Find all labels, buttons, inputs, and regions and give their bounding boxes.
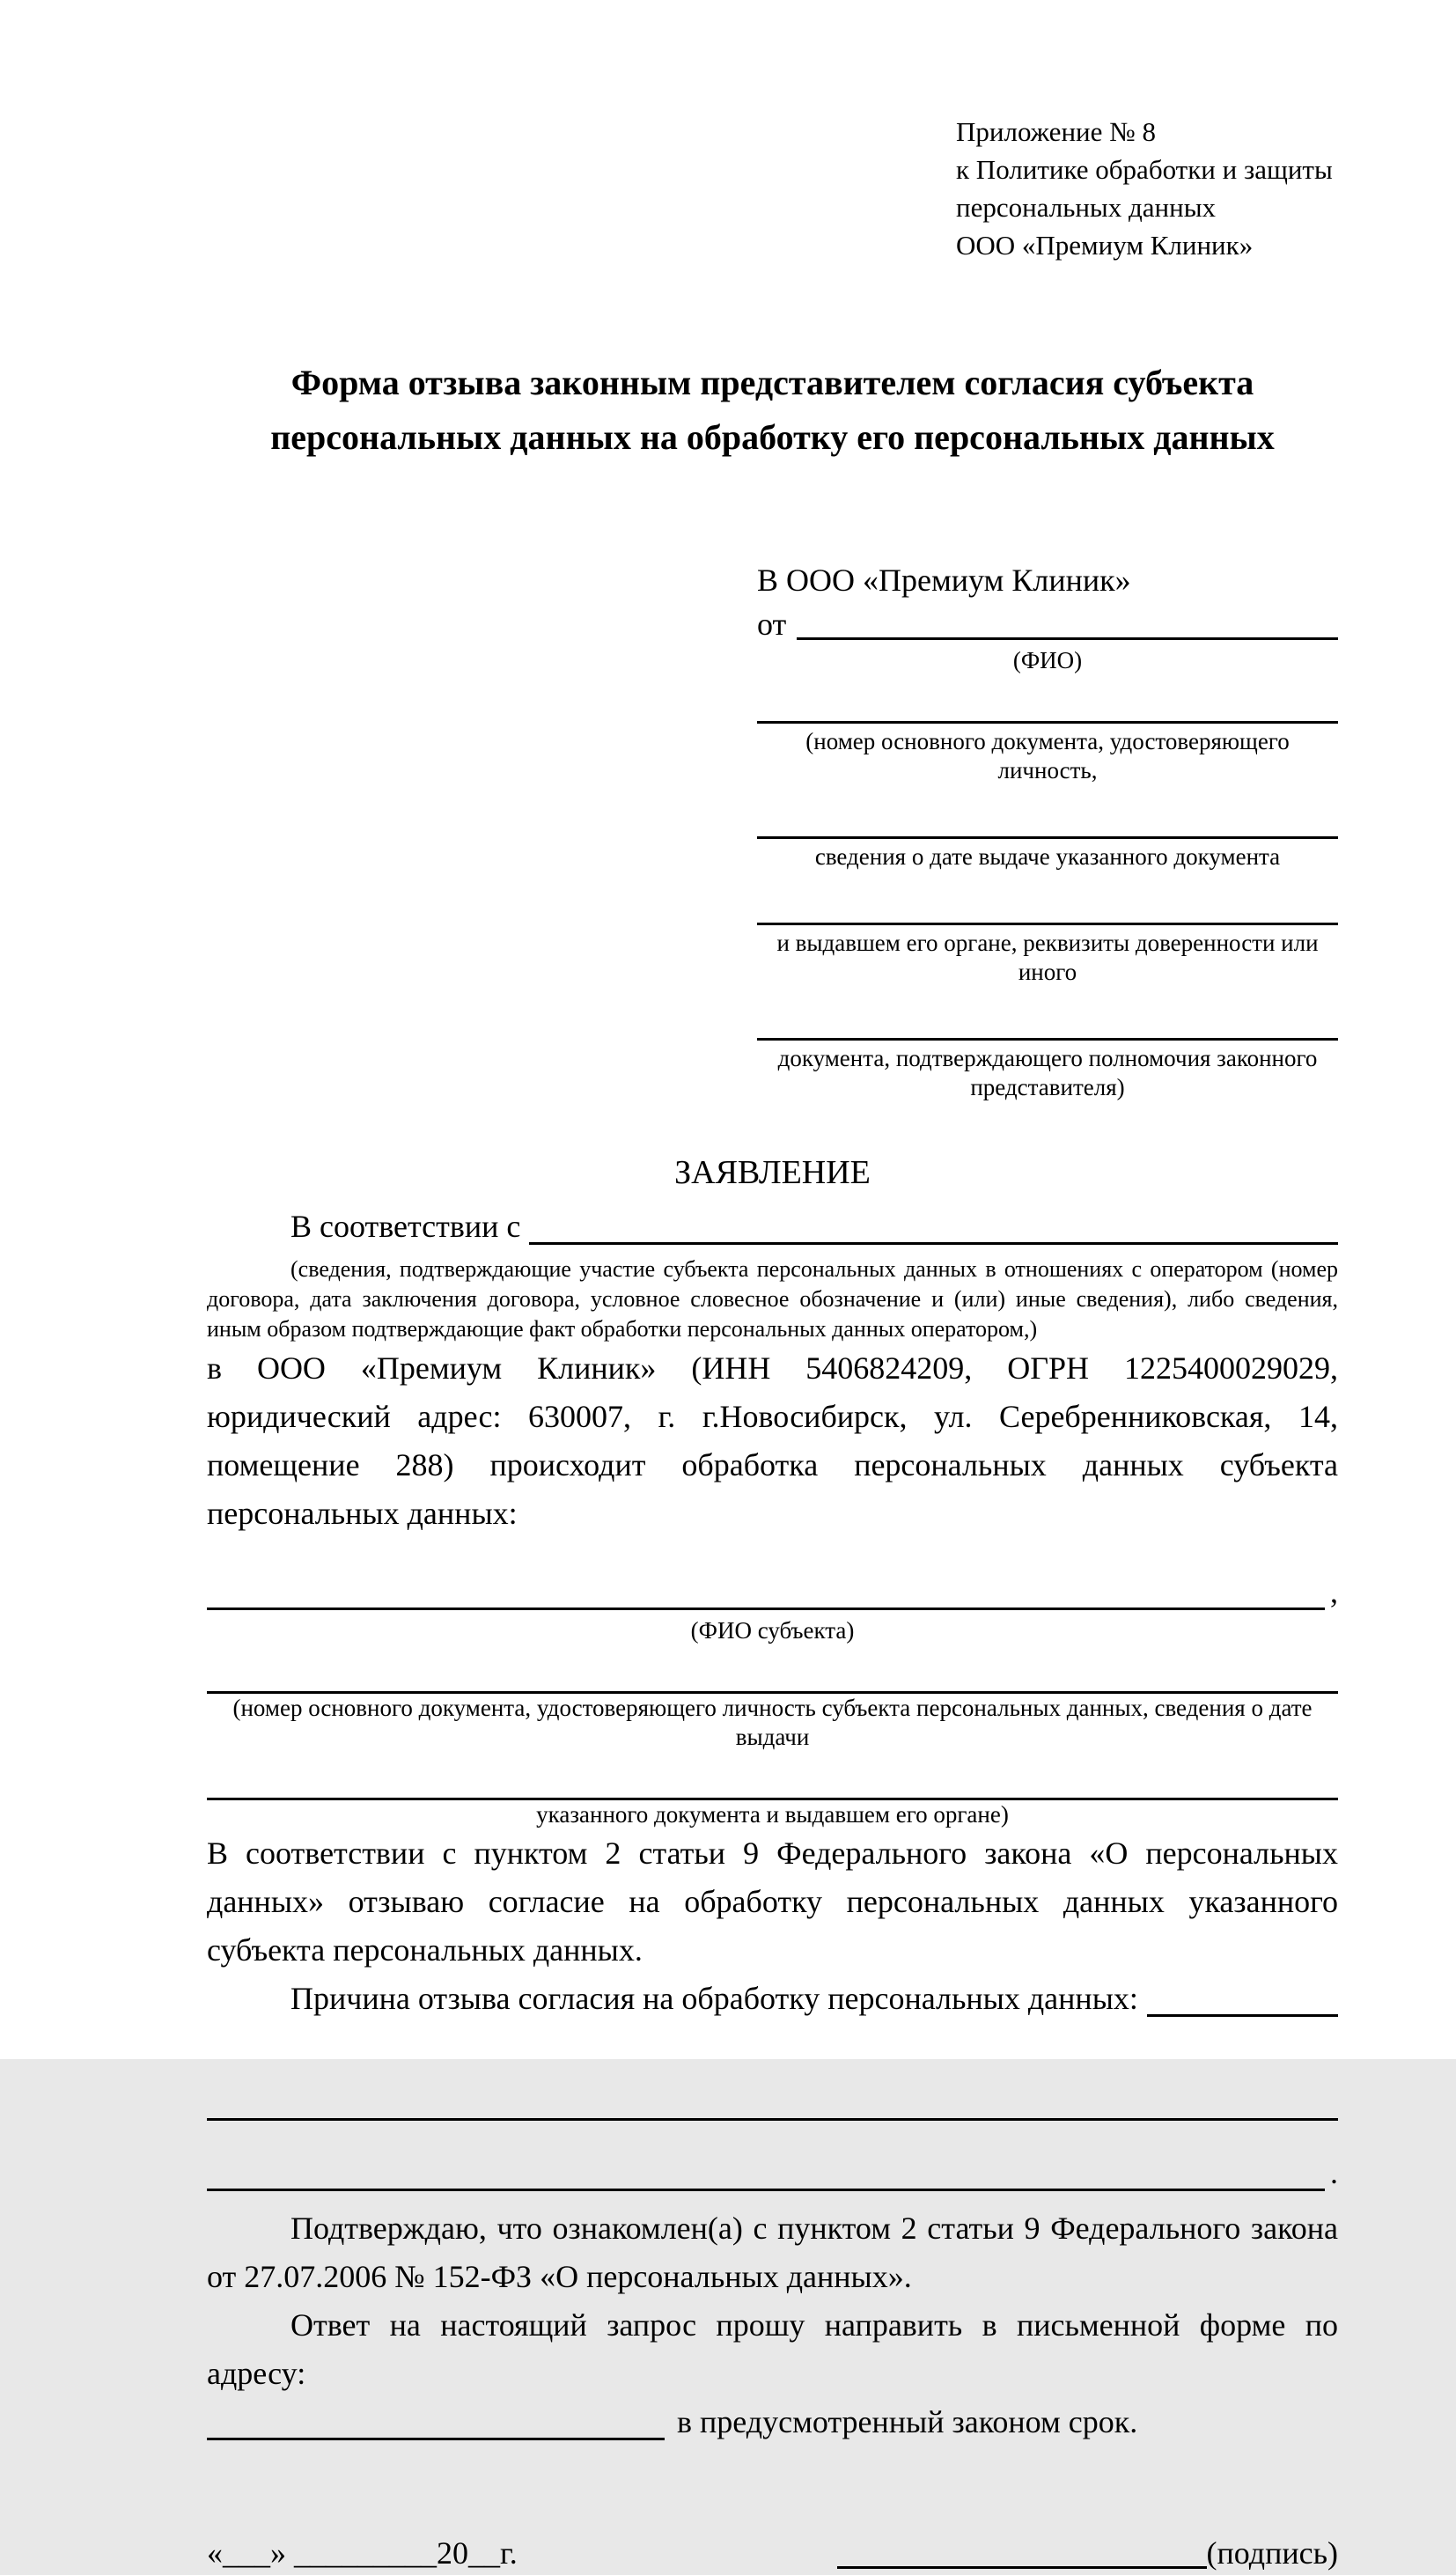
blank-line	[207, 1647, 1338, 1694]
intro-row	[207, 1203, 1338, 1251]
blank-line	[757, 884, 1338, 925]
address-blank-line	[207, 2437, 665, 2440]
representative-doc-field	[757, 999, 1338, 1102]
subject-fio-caption: (ФИО субъекта)	[690, 1617, 855, 1644]
basis-blank-line	[529, 1241, 1338, 1245]
reason-continuation-row	[207, 2149, 1338, 2197]
document-title: Форма отзыва законным представителем согласия субъекта персональных данных на обработку его персональных данных	[270, 363, 1275, 457]
date-line: «___» _________20__г.	[207, 2535, 518, 2571]
from-label: от	[757, 607, 787, 642]
field-caption: (номер основного документа, удостоверяющего личность субъекта персональных данных, сведения о дате выдачи	[232, 1695, 1313, 1750]
reason-continuation-blank-line	[207, 2188, 1325, 2191]
blank-line	[757, 798, 1338, 839]
appendix-header	[956, 113, 1338, 264]
trailing-period: .	[1330, 2155, 1338, 2190]
reply-address-row	[207, 2398, 1338, 2446]
field-caption: и выдавшем его органе, реквизиты доверенности или иного	[776, 930, 1319, 985]
from-row	[757, 602, 1338, 646]
reply-paragraph: Ответ на настоящий запрос прошу направить в письменной форме по адресу:	[207, 2307, 1338, 2391]
trailing-comma: ,	[1330, 1574, 1338, 1609]
reason-row	[207, 1975, 1338, 2023]
appendix-header-line: к Политике обработки и защиты	[956, 154, 1333, 185]
field-caption: (номер основного документа, удостоверяющего личность,	[805, 728, 1290, 784]
confirm-paragraph: Подтверждаю, что ознакомлен(а) с пунктом 2 статьи 9 Федерального закона от 27.07.2006 № 152-ФЗ «О персональных данных».	[207, 2211, 1338, 2294]
footer	[207, 2531, 1338, 2575]
subject-doc-field	[207, 1754, 1338, 1829]
withdraw-paragraph: В соответствии с пунктом 2 статьи 9 Федерального закона «О персональных данных» отзываю согласие на обработку персональных данных указанного субъекта персональных данных.	[207, 1836, 1338, 1968]
reply-suffix: в предусмотренный законом срок.	[677, 2404, 1138, 2439]
field-caption: документа, подтверждающего полномочия законного представителя)	[777, 1045, 1318, 1100]
field-caption: сведения о дате выдаче указанного документа	[814, 843, 1281, 870]
blank-line	[757, 999, 1338, 1041]
statement-heading: ЗАЯВЛЕНИЕ	[674, 1154, 871, 1191]
appendix-header-line: ООО «Премиум Клиник»	[956, 230, 1254, 261]
representative-doc-field	[757, 682, 1338, 785]
addressee-block	[757, 558, 1338, 1102]
operator-paragraph: в ООО «Премиум Клиник» (ИНН 5406824209, ОГРН 1225400029029, юридический адрес: 630007, г. г.Новосибирск, ул. Серебренниковская, 14, помещение 288) происходит обработка персональных данных субъекта персональных данных:	[207, 1350, 1338, 1531]
signature-area	[837, 2531, 1338, 2575]
reason-label: Причина отзыва согласия на обработку персональных данных:	[290, 1981, 1138, 2016]
blank-line	[757, 682, 1338, 724]
fio-blank-line	[797, 636, 1338, 640]
subject-doc-field	[207, 1647, 1338, 1752]
subject-fio-row	[207, 1568, 1338, 1616]
signature-blank-line	[837, 2565, 1207, 2569]
representative-doc-field	[757, 798, 1338, 872]
intro-footnote: (сведения, подтверждающие участие субъекта персональных данных в отношениях с оператором (номер договора, дата заключения договора, условное словесное обозначение и (или) иные сведения), либо сведения, иным образом подтверждающие факт обработки персональных данных оператором,)	[207, 1256, 1338, 1342]
representative-doc-field	[757, 884, 1338, 987]
fio-caption: (ФИО)	[1012, 647, 1083, 673]
field-caption: указанного документа и выдавшем его органе)	[536, 1801, 1009, 1828]
signature-caption: (подпись)	[1206, 2535, 1338, 2571]
reason-blank-line	[1147, 2013, 1338, 2017]
blank-line	[207, 1754, 1338, 1800]
intro-label: В соответствии с	[290, 1209, 521, 1244]
reason-continuation-blank-line	[207, 2079, 1338, 2121]
addressee-to: В ООО «Премиум Клиник»	[757, 563, 1131, 598]
appendix-header-line: персональных данных	[956, 192, 1217, 223]
appendix-header-line: Приложение № 8	[956, 116, 1156, 147]
subject-fio-blank-line	[207, 1607, 1325, 1610]
